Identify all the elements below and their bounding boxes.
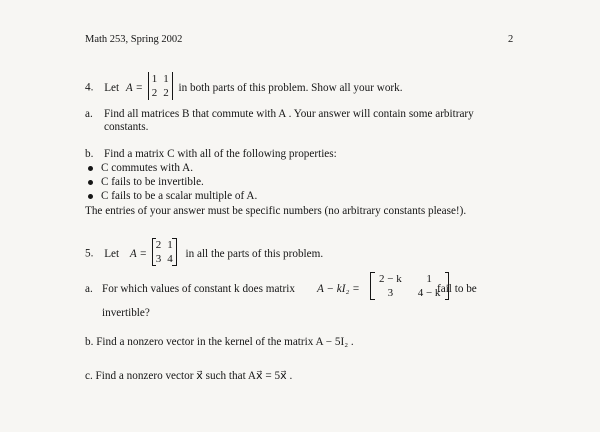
problem-5a-label: a. (85, 283, 93, 295)
problem-5a-text: For which values of constant k does matrix (102, 283, 295, 295)
problem-4a-line2: constants. (104, 121, 149, 133)
bullet-item (88, 190, 257, 203)
matrix-entry: 3 (155, 253, 162, 265)
matrix-entry: 1 (426, 273, 432, 285)
problem-4-let: Let (104, 81, 120, 94)
matrix-entry: 2 − k (379, 273, 402, 285)
problem-4-matrix (148, 72, 173, 100)
problem-5-lhs: A = (129, 247, 147, 260)
bullet-text: C commutes with A. (101, 162, 193, 174)
course-header: Math 253, Spring 2002 (85, 34, 183, 45)
problem-5a-expr: A − kI₂ = (317, 283, 360, 295)
bullet-text: C fails to be invertible. (101, 176, 204, 188)
bullet-item (88, 162, 193, 175)
problem-4b-label: b. (85, 148, 94, 160)
page-number: 2 (508, 34, 514, 45)
problem-4-rest: in both parts of this problem. Show all your work. (178, 81, 403, 94)
problem-4-number: 4. (85, 81, 94, 94)
problem-4-statement (85, 74, 403, 102)
problem-4a-label: a. (85, 108, 93, 120)
problem-4-lhs: A = (125, 81, 143, 94)
matrix-entry: 2 (163, 87, 169, 99)
bullet-icon (88, 194, 93, 199)
matrix-entry: 2 (155, 239, 162, 251)
problem-5-rest: in all the parts of this problem. (185, 247, 324, 260)
problem-5b-text: b. Find a nonzero vector in the kernel of the matrix A − 5I₂ . (85, 336, 354, 348)
bullet-text: C fails to be a scalar multiple of A. (101, 190, 258, 202)
matrix-entry: 4 (167, 253, 173, 265)
matrix-entry: 3 (387, 287, 394, 299)
problem-4b-note: The entries of your answer must be specific numbers (no arbitrary constants please!). (85, 205, 467, 217)
matrix-entry: 1 (163, 73, 169, 85)
problem-5-matrix (152, 238, 177, 266)
problem-5a-line2: invertible? (102, 307, 150, 319)
problem-5c-text: c. Find a nonzero vector x⃗ such that Ax⃗ = 5x⃗ . (85, 370, 293, 382)
bullet-item (88, 176, 204, 189)
problem-5-number: 5. (85, 247, 94, 260)
bullet-icon (88, 166, 93, 171)
matrix-entry: 1 (151, 73, 158, 85)
problem-4a-line1: Find all matrices B that commute with A . Your answer will contain some arbitrary (104, 108, 474, 120)
problem-5-let: Let (104, 247, 120, 260)
problem-5a-after: fail to be (437, 283, 477, 295)
problem-5-statement (85, 240, 323, 268)
matrix-entry: 1 (167, 239, 173, 251)
matrix-entry: 4 − k (417, 287, 441, 299)
problem-4b-intro: Find a matrix C with all of the following properties: (104, 148, 337, 160)
matrix-entry: 2 (151, 87, 158, 99)
bullet-icon (88, 180, 93, 185)
